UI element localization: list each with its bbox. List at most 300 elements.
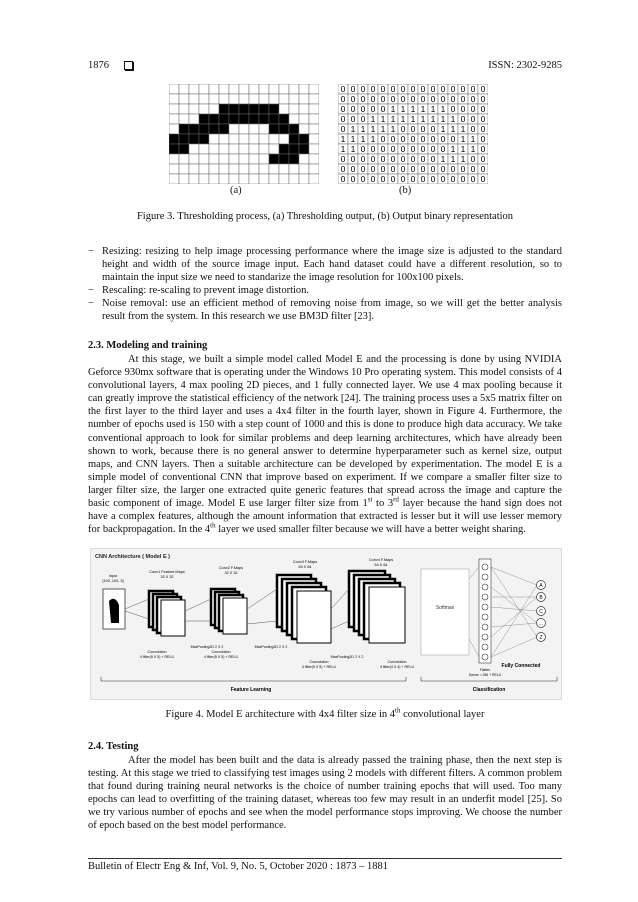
threshold-cell bbox=[219, 104, 229, 114]
threshold-cell bbox=[169, 84, 179, 94]
list-item: − Rescaling: re-scaling to prevent image distortion. bbox=[88, 285, 310, 296]
binary-cell-value: 0 bbox=[460, 164, 466, 174]
binary-cell-value: 0 bbox=[380, 84, 386, 94]
threshold-cell bbox=[209, 84, 219, 94]
threshold-cell bbox=[299, 94, 309, 104]
binary-cell-value: 0 bbox=[430, 134, 436, 144]
binary-cell-value: 0 bbox=[380, 104, 386, 114]
binary-cell-value: 1 bbox=[420, 104, 426, 114]
binary-cell-value: 0 bbox=[410, 164, 416, 174]
threshold-cell bbox=[179, 174, 189, 184]
binary-cell-value: 0 bbox=[360, 144, 366, 154]
threshold-cell bbox=[239, 144, 249, 154]
threshold-cell bbox=[299, 104, 309, 114]
threshold-cell bbox=[259, 94, 269, 104]
threshold-cell bbox=[179, 144, 189, 154]
conv2-label: Conv2 F.Maps bbox=[218, 566, 244, 570]
binary-cell-value: 0 bbox=[470, 84, 476, 94]
threshold-cell bbox=[199, 134, 209, 144]
threshold-cell bbox=[289, 94, 299, 104]
binary-cell-value: 0 bbox=[360, 154, 366, 164]
threshold-cell bbox=[259, 134, 269, 144]
binary-cell-value: 0 bbox=[420, 84, 426, 94]
threshold-cell bbox=[259, 174, 269, 184]
page-footer: Bulletin of Electr Eng & Inf, Vol. 9, No. 5, October 2020 : 1873 – 1881 bbox=[88, 858, 562, 872]
binary-cell-value: 0 bbox=[340, 124, 346, 134]
binary-cell-value: 0 bbox=[460, 94, 466, 104]
threshold-cell bbox=[209, 164, 219, 174]
threshold-cell bbox=[179, 114, 189, 124]
figure-3-label-b: (b) bbox=[399, 185, 412, 196]
threshold-cell bbox=[249, 84, 259, 94]
classification-label: Classification bbox=[472, 687, 506, 693]
binary-cell-value: 0 bbox=[440, 94, 446, 104]
threshold-cell bbox=[309, 134, 319, 144]
binary-cell-value: 1 bbox=[390, 114, 396, 124]
binary-cell-value: 1 bbox=[370, 124, 376, 134]
binary-cell-value: 0 bbox=[390, 174, 396, 184]
binary-cell-value: 0 bbox=[430, 124, 436, 134]
binary-cell-value: 1 bbox=[450, 154, 456, 164]
threshold-cell bbox=[239, 84, 249, 94]
binary-cell-value: 0 bbox=[400, 124, 406, 134]
binary-cell-value: 0 bbox=[340, 114, 346, 124]
binary-cell-value: 0 bbox=[430, 174, 436, 184]
threshold-cell bbox=[279, 134, 289, 144]
binary-cell-value: 0 bbox=[360, 84, 366, 94]
threshold-cell bbox=[289, 144, 299, 154]
binary-cell-value: 0 bbox=[450, 174, 456, 184]
threshold-cell bbox=[289, 174, 299, 184]
threshold-cell bbox=[259, 114, 269, 124]
threshold-cell bbox=[179, 154, 189, 164]
binary-matrix-grid bbox=[338, 84, 488, 184]
binary-cell-value: 0 bbox=[390, 84, 396, 94]
conv3-size: 64 X 64 bbox=[298, 565, 312, 569]
binary-cell-value: 1 bbox=[350, 134, 356, 144]
binary-cell-value: 0 bbox=[370, 174, 376, 184]
figure-3-label-a: (a) bbox=[230, 185, 242, 196]
threshold-cell bbox=[229, 134, 239, 144]
threshold-cell bbox=[299, 164, 309, 174]
threshold-cell bbox=[229, 114, 239, 124]
threshold-cell bbox=[219, 134, 229, 144]
binary-cell-value: 0 bbox=[470, 94, 476, 104]
threshold-cell bbox=[179, 124, 189, 134]
threshold-cell bbox=[239, 164, 249, 174]
threshold-cell bbox=[179, 134, 189, 144]
binary-cell-value: 0 bbox=[370, 104, 376, 114]
threshold-cell bbox=[189, 144, 199, 154]
binary-cell-value: 0 bbox=[480, 84, 486, 94]
output-ellipsis: ... bbox=[538, 621, 544, 627]
binary-cell-value: 0 bbox=[390, 94, 396, 104]
conv3-label: Conv3 F.Maps bbox=[292, 560, 318, 564]
binary-cell-value: 0 bbox=[390, 164, 396, 174]
convolution-4-filter: 4 filter(4 X 4) + RELU bbox=[379, 665, 415, 669]
threshold-cell bbox=[309, 84, 319, 94]
convolution-3-filter: 4 filter(5 X 5) + RELU bbox=[301, 665, 337, 669]
cnn-title: CNN Architecture ( Model E ) bbox=[95, 554, 170, 560]
binary-cell-value: 0 bbox=[400, 134, 406, 144]
binary-cell-value: 0 bbox=[460, 104, 466, 114]
threshold-cell bbox=[309, 144, 319, 154]
figure-3-caption: Figure 3. Thresholding process, (a) Thresholding output, (b) Output binary representation bbox=[136, 211, 514, 222]
binary-cell-value: 0 bbox=[340, 94, 346, 104]
binary-cell-value: 0 bbox=[410, 154, 416, 164]
conv4-feature-maps bbox=[349, 571, 405, 643]
binary-cell-value: 1 bbox=[420, 114, 426, 124]
threshold-cell bbox=[209, 134, 219, 144]
threshold-cell bbox=[179, 94, 189, 104]
binary-cell-value: 0 bbox=[350, 114, 356, 124]
threshold-cell bbox=[219, 154, 229, 164]
binary-cell-value: 0 bbox=[440, 144, 446, 154]
threshold-cell bbox=[279, 144, 289, 154]
threshold-cell bbox=[239, 104, 249, 114]
threshold-cell bbox=[199, 124, 209, 134]
threshold-cell bbox=[229, 124, 239, 134]
threshold-cell bbox=[259, 124, 269, 134]
binary-cell-value: 1 bbox=[350, 124, 356, 134]
softmax-label: Softmax bbox=[435, 605, 455, 611]
threshold-cell bbox=[209, 94, 219, 104]
threshold-cell bbox=[169, 144, 179, 154]
binary-cell-value: 1 bbox=[430, 114, 436, 124]
threshold-cell bbox=[179, 84, 189, 94]
threshold-cell bbox=[259, 84, 269, 94]
threshold-cell bbox=[209, 154, 219, 164]
conv2-feature-maps bbox=[211, 589, 247, 634]
threshold-cell bbox=[279, 124, 289, 134]
threshold-cell bbox=[219, 174, 229, 184]
figure-4 bbox=[90, 548, 562, 700]
binary-cell-value: 1 bbox=[350, 144, 356, 154]
binary-cell-value: 0 bbox=[440, 134, 446, 144]
binary-cell-value: 1 bbox=[410, 104, 416, 114]
threshold-cell bbox=[219, 144, 229, 154]
binary-cell-value: 0 bbox=[380, 94, 386, 104]
threshold-cell bbox=[209, 174, 219, 184]
threshold-cell bbox=[219, 124, 229, 134]
threshold-cell bbox=[229, 104, 239, 114]
conv1-feature-maps bbox=[149, 591, 185, 636]
figure-4-caption: Figure 4. Model E architecture with 4x4 filter size in 4th convolutional layer bbox=[165, 706, 485, 720]
threshold-cell bbox=[309, 114, 319, 124]
section-heading-modeling: 2.3. Modeling and training bbox=[88, 340, 208, 351]
binary-cell-value: 0 bbox=[430, 84, 436, 94]
threshold-cell bbox=[279, 164, 289, 174]
threshold-cell bbox=[249, 154, 259, 164]
binary-cell-value: 0 bbox=[440, 174, 446, 184]
threshold-cell bbox=[209, 144, 219, 154]
convolution-1-label: Convolution bbox=[147, 650, 167, 654]
threshold-cell bbox=[169, 124, 179, 134]
softmax-block bbox=[421, 569, 469, 655]
threshold-cell bbox=[229, 144, 239, 154]
threshold-cell bbox=[289, 124, 299, 134]
threshold-cell bbox=[309, 174, 319, 184]
binary-cell-value: 0 bbox=[420, 124, 426, 134]
threshold-cell bbox=[309, 124, 319, 134]
binary-cell-value: 1 bbox=[390, 104, 396, 114]
threshold-cell bbox=[279, 114, 289, 124]
threshold-cell bbox=[259, 164, 269, 174]
binary-cell-value: 0 bbox=[340, 174, 346, 184]
threshold-cell bbox=[269, 84, 279, 94]
binary-cell-value: 0 bbox=[400, 164, 406, 174]
input-label: Input bbox=[108, 574, 118, 578]
conv1-size: 32 X 32 bbox=[160, 575, 174, 579]
binary-cell-value: 1 bbox=[450, 114, 456, 124]
binary-cell-value: 0 bbox=[430, 94, 436, 104]
conv3-feature-maps bbox=[277, 575, 331, 643]
binary-cell-value: 0 bbox=[410, 174, 416, 184]
binary-cell-value: 0 bbox=[450, 134, 456, 144]
binary-cell-value: 0 bbox=[440, 84, 446, 94]
threshold-cell bbox=[169, 104, 179, 114]
binary-cell-value: 0 bbox=[470, 164, 476, 174]
binary-cell-value: 0 bbox=[350, 94, 356, 104]
binary-cell-value: 0 bbox=[350, 154, 356, 164]
threshold-cell bbox=[299, 174, 309, 184]
binary-cell-value: 0 bbox=[340, 154, 346, 164]
binary-cell-value: 0 bbox=[360, 104, 366, 114]
binary-cell-value: 1 bbox=[390, 124, 396, 134]
binary-cell-value: 0 bbox=[380, 134, 386, 144]
binary-cell-value: 1 bbox=[470, 144, 476, 154]
threshold-cell bbox=[269, 114, 279, 124]
threshold-cell bbox=[289, 104, 299, 114]
binary-cell-value: 0 bbox=[410, 84, 416, 94]
binary-cell-value: 0 bbox=[380, 174, 386, 184]
feature-learning-label: Feature Learning bbox=[230, 687, 272, 693]
binary-cell-value: 0 bbox=[340, 84, 346, 94]
threshold-cell bbox=[219, 94, 229, 104]
conv1-label: Conv1 Feature Maps bbox=[149, 570, 185, 574]
binary-cell-value: 1 bbox=[460, 124, 466, 134]
conv4-size: 64 X 64 bbox=[374, 563, 388, 567]
threshold-cell bbox=[279, 174, 289, 184]
binary-cell-value: 0 bbox=[400, 174, 406, 184]
threshold-output-grid bbox=[169, 84, 319, 184]
threshold-cell bbox=[199, 144, 209, 154]
binary-cell-value: 0 bbox=[400, 94, 406, 104]
threshold-cell bbox=[279, 154, 289, 164]
binary-cell-value: 0 bbox=[350, 104, 356, 114]
binary-cell-value: 0 bbox=[410, 144, 416, 154]
binary-cell-value: 1 bbox=[380, 124, 386, 134]
binary-cell-value: 1 bbox=[370, 134, 376, 144]
binary-cell-value: 0 bbox=[480, 144, 486, 154]
binary-cell-value: 0 bbox=[340, 164, 346, 174]
threshold-cell bbox=[269, 134, 279, 144]
threshold-cell bbox=[169, 134, 179, 144]
binary-cell-value: 0 bbox=[420, 154, 426, 164]
binary-cell-value: 0 bbox=[470, 174, 476, 184]
threshold-cell bbox=[309, 164, 319, 174]
binary-cell-value: 0 bbox=[470, 154, 476, 164]
dense-label: Dense = 256 + RELU bbox=[468, 673, 502, 677]
flatten-label: Flatten bbox=[479, 668, 491, 672]
threshold-cell bbox=[189, 84, 199, 94]
threshold-cell bbox=[269, 104, 279, 114]
binary-cell-value: 0 bbox=[450, 94, 456, 104]
binary-cell-value: 0 bbox=[370, 84, 376, 94]
threshold-cell bbox=[199, 114, 209, 124]
binary-cell-value: 0 bbox=[410, 124, 416, 134]
threshold-cell bbox=[189, 104, 199, 114]
binary-cell-value: 0 bbox=[430, 164, 436, 174]
threshold-cell bbox=[309, 104, 319, 114]
binary-cell-value: 1 bbox=[470, 134, 476, 144]
convolution-4-label: Convolution bbox=[387, 660, 407, 664]
testing-paragraph: After the model has been built and the data is already passed the training phase, then the next step is testing. At this stage we tried to classifying test images using 2 models with different filters. A common problem that found during training neural networks is the choice of number training epochs that will used. Too many epochs can lead to overfitting of the training dataset, whereas too few may result in an underfit model [25]. So we try various number of epochs and see when the model performance stops improving. We choose the number of epoch based on the best model performance. bbox=[88, 755, 562, 832]
binary-cell-value: 1 bbox=[440, 104, 446, 114]
binary-cell-value: 0 bbox=[420, 174, 426, 184]
threshold-cell bbox=[189, 94, 199, 104]
threshold-cell bbox=[279, 84, 289, 94]
binary-cell-value: 0 bbox=[420, 94, 426, 104]
threshold-cell bbox=[169, 164, 179, 174]
binary-cell-value: 0 bbox=[410, 94, 416, 104]
threshold-cell bbox=[199, 174, 209, 184]
threshold-cell bbox=[299, 154, 309, 164]
binary-cell-value: 1 bbox=[450, 144, 456, 154]
binary-cell-value: 0 bbox=[450, 164, 456, 174]
threshold-cell bbox=[189, 154, 199, 164]
binary-cell-value: 0 bbox=[480, 124, 486, 134]
threshold-cell bbox=[309, 154, 319, 164]
binary-cell-value: 0 bbox=[410, 134, 416, 144]
binary-cell-value: 0 bbox=[370, 164, 376, 174]
threshold-cell bbox=[289, 134, 299, 144]
binary-cell-value: 0 bbox=[420, 144, 426, 154]
binary-cell-value: 0 bbox=[480, 94, 486, 104]
threshold-cell bbox=[189, 164, 199, 174]
binary-cell-value: 1 bbox=[460, 134, 466, 144]
maxpool-2-label: MaxPooling2D 2 X 2 bbox=[254, 645, 288, 649]
threshold-cell bbox=[249, 134, 259, 144]
binary-cell-value: 0 bbox=[470, 124, 476, 134]
binary-cell-value: 0 bbox=[350, 174, 356, 184]
section-heading-testing: 2.4. Testing bbox=[88, 741, 139, 752]
binary-cell-value: 0 bbox=[430, 144, 436, 154]
page-number: 1876 bbox=[88, 60, 109, 71]
conv4-label: Conv4 F.Maps bbox=[368, 558, 394, 562]
threshold-cell bbox=[199, 94, 209, 104]
convolution-3-label: Convolution bbox=[309, 660, 329, 664]
binary-cell-value: 0 bbox=[430, 154, 436, 164]
dense-layer bbox=[479, 559, 491, 663]
binary-cell-value: 0 bbox=[480, 164, 486, 174]
maxpool-1-label: MaxPooling2D 2 X 2 bbox=[190, 645, 224, 649]
binary-cell-value: 0 bbox=[440, 164, 446, 174]
threshold-cell bbox=[239, 114, 249, 124]
binary-cell-value: 0 bbox=[480, 174, 486, 184]
binary-cell-value: 0 bbox=[370, 94, 376, 104]
threshold-cell bbox=[169, 154, 179, 164]
output-a: A bbox=[539, 583, 543, 589]
binary-cell-value: 0 bbox=[360, 94, 366, 104]
binary-cell-value: 0 bbox=[400, 154, 406, 164]
threshold-cell bbox=[229, 94, 239, 104]
binary-cell-value: 0 bbox=[480, 114, 486, 124]
binary-cell-value: 0 bbox=[360, 114, 366, 124]
binary-cell-value: 1 bbox=[340, 134, 346, 144]
binary-cell-value: 1 bbox=[360, 124, 366, 134]
binary-cell-value: 0 bbox=[450, 104, 456, 114]
binary-cell-value: 0 bbox=[450, 84, 456, 94]
binary-cell-value: 0 bbox=[390, 144, 396, 154]
threshold-cell bbox=[279, 104, 289, 114]
threshold-cell bbox=[249, 144, 259, 154]
threshold-cell bbox=[179, 164, 189, 174]
conv2-size: 32 X 32 bbox=[224, 571, 238, 575]
threshold-cell bbox=[289, 154, 299, 164]
list-item: − Resizing: resizing to help image processing performance where the image size is adjusted to the standard height and width of the source image input. Each hand dataset could have a different resolution, so to maintain the input size we need to standarize the image resolution for 100x100 pixels. bbox=[88, 246, 562, 283]
maxpool-3-label: MaxPooling2D 2 X 2 bbox=[330, 655, 364, 659]
binary-cell-value: 0 bbox=[380, 164, 386, 174]
binary-cell-value: 1 bbox=[430, 104, 436, 114]
binary-cell-value: 0 bbox=[420, 164, 426, 174]
modeling-paragraph: At this stage, we built a simple model called Model E and the processing is done by using NVIDIA Geforce 930mx software that is operating under the Windows 10 Pro operating system. This model consists of 4 convolutional layers, 4 max pooling 2D pieces, and 1 fully connected layer. We use 4 max pooling because it can greatly improve the statistical efficiency of the network [24]. The training process uses a 5x5 matrix filter on the first layer to the third layer and uses a 4x4 filter in the fourth layer, shown in Figure 4. Furthermore, the number of epochs used is 150 with a step count of 1000 and this is done to produce high data accuracy. We take conventional approach to look for similar problems and deep learning architectures, which have already been shown to work, because there is no general answer to determine hyperparameter such as kernel size, output maps, and CNN layers. Then a suitable architecture can be developed by experimentation. The model E is a simple model of conventional CNN that improve based on experiment. If we compare a smaller filter size to larger filter size, the larger one extracted quite generic features that spread across the image and capture the basic component of image. Model E use larger filter size from 1st to 3rd layer because the hand sign does not have a complex features, although the amount information that extracted is lesser but it will use lesser memory for backpropagation. In the 4th layer we used smaller filter because we will have a better weight sharing. bbox=[88, 354, 562, 536]
binary-cell-value: 0 bbox=[470, 104, 476, 114]
binary-cell-value: 0 bbox=[480, 154, 486, 164]
threshold-cell bbox=[249, 114, 259, 124]
threshold-cell bbox=[189, 174, 199, 184]
convolution-2-label: Convolution bbox=[211, 650, 231, 654]
output-c: C bbox=[539, 609, 543, 615]
threshold-cell bbox=[239, 154, 249, 164]
threshold-cell bbox=[189, 134, 199, 144]
threshold-cell bbox=[209, 104, 219, 114]
threshold-cell bbox=[299, 134, 309, 144]
threshold-cell bbox=[289, 164, 299, 174]
issn: ISSN: 2302-9285 bbox=[488, 60, 562, 71]
binary-cell-value: 1 bbox=[410, 114, 416, 124]
threshold-cell bbox=[269, 174, 279, 184]
threshold-cell bbox=[169, 94, 179, 104]
binary-cell-value: 0 bbox=[470, 114, 476, 124]
threshold-cell bbox=[309, 94, 319, 104]
binary-cell-value: 1 bbox=[400, 104, 406, 114]
threshold-cell bbox=[289, 84, 299, 94]
output-b: B bbox=[539, 595, 543, 601]
binary-cell-value: 0 bbox=[400, 144, 406, 154]
threshold-cell bbox=[229, 164, 239, 174]
binary-cell-value: 0 bbox=[340, 104, 346, 114]
threshold-cell bbox=[199, 154, 209, 164]
binary-cell-value: 1 bbox=[450, 124, 456, 134]
threshold-cell bbox=[169, 174, 179, 184]
threshold-cell bbox=[239, 134, 249, 144]
threshold-cell bbox=[249, 124, 259, 134]
binary-cell-value: 0 bbox=[420, 134, 426, 144]
threshold-cell bbox=[269, 154, 279, 164]
binary-cell-value: 0 bbox=[460, 84, 466, 94]
threshold-cell bbox=[229, 84, 239, 94]
binary-cell-value: 1 bbox=[370, 114, 376, 124]
binary-cell-value: 0 bbox=[460, 114, 466, 124]
binary-cell-value: 0 bbox=[380, 144, 386, 154]
binary-cell-value: 0 bbox=[370, 154, 376, 164]
binary-cell-value: 0 bbox=[480, 104, 486, 114]
threshold-cell bbox=[199, 84, 209, 94]
threshold-cell bbox=[269, 94, 279, 104]
threshold-cell bbox=[199, 164, 209, 174]
threshold-cell bbox=[269, 164, 279, 174]
